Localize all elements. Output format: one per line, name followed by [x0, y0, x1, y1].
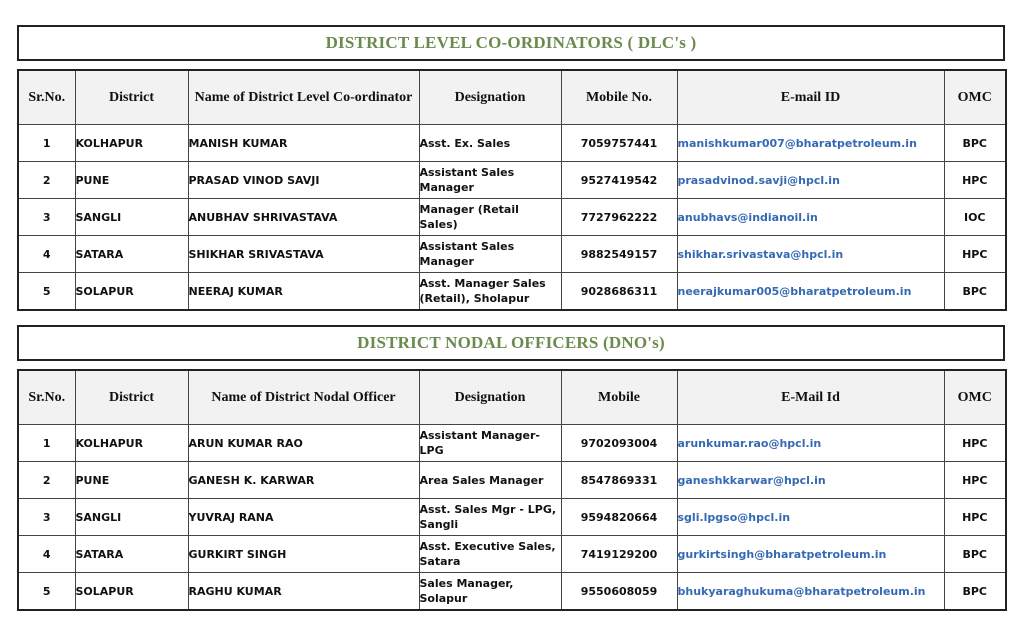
designation: Area Sales Manager: [419, 462, 561, 499]
table-row: [18, 199, 1006, 236]
sr-no: 3: [18, 199, 75, 236]
email-link[interactable]: gurkirtsingh@bharatpetroleum.in: [677, 547, 887, 561]
district: PUNE: [75, 162, 188, 199]
officer-name: YUVRAJ RANA: [188, 499, 419, 536]
officer-name: RAGHU KUMAR: [188, 573, 419, 611]
header-mobile: Mobile No.: [561, 70, 677, 125]
email-link[interactable]: anubhavs@indianoil.in: [677, 210, 818, 224]
email-link[interactable]: ganeshkkarwar@hpcl.in: [677, 473, 826, 487]
email-link[interactable]: prasadvinod.savji@hpcl.in: [677, 173, 840, 187]
district: SANGLI: [75, 499, 188, 536]
email-cell: [677, 199, 944, 236]
designation: Asst. Manager Sales (Retail), Sholapur: [419, 273, 561, 311]
mobile: 9702093004: [561, 425, 677, 462]
designation: Assistant Sales Manager: [419, 236, 561, 273]
table-row: [18, 462, 1006, 499]
district: SATARA: [75, 536, 188, 573]
omc: HPC: [944, 462, 1006, 499]
mobile: 9882549157: [561, 236, 677, 273]
sr-no: 2: [18, 162, 75, 199]
district: KOLHAPUR: [75, 425, 188, 462]
dlc-title: DISTRICT LEVEL CO-ORDINATORS ( DLC's ): [325, 33, 697, 52]
table-row: [18, 425, 1006, 462]
dno-table: [17, 369, 1007, 611]
dlc-title-box: [17, 25, 1005, 61]
mobile: 9550608059: [561, 573, 677, 611]
designation: Assistant Sales Manager: [419, 162, 561, 199]
omc: BPC: [944, 125, 1006, 162]
sr-no: 4: [18, 536, 75, 573]
dno-header-row: [18, 370, 1006, 425]
dlc-table: [17, 69, 1007, 311]
officer-name: MANISH KUMAR: [188, 125, 419, 162]
officer-name: PRASAD VINOD SAVJI: [188, 162, 419, 199]
district: PUNE: [75, 462, 188, 499]
header-mobile: Mobile: [561, 370, 677, 425]
table-row: [18, 573, 1006, 611]
sr-no: 1: [18, 125, 75, 162]
header-district: District: [75, 70, 188, 125]
officer-name: SHIKHAR SRIVASTAVA: [188, 236, 419, 273]
email-cell: [677, 125, 944, 162]
designation: Manager (Retail Sales): [419, 199, 561, 236]
district: SANGLI: [75, 199, 188, 236]
email-cell: [677, 536, 944, 573]
mobile: 9028686311: [561, 273, 677, 311]
email-cell: [677, 162, 944, 199]
header-omc: OMC: [944, 370, 1006, 425]
designation: Asst. Ex. Sales: [419, 125, 561, 162]
table-row: [18, 536, 1006, 573]
omc: HPC: [944, 236, 1006, 273]
sr-no: 5: [18, 573, 75, 611]
mobile: 7059757441: [561, 125, 677, 162]
officer-name: NEERAJ KUMAR: [188, 273, 419, 311]
header-sr-no: Sr.No.: [18, 70, 75, 125]
omc: HPC: [944, 499, 1006, 536]
mobile: 7419129200: [561, 536, 677, 573]
mobile: 9527419542: [561, 162, 677, 199]
omc: IOC: [944, 199, 1006, 236]
district: SATARA: [75, 236, 188, 273]
omc: HPC: [944, 425, 1006, 462]
header-name: Name of District Nodal Officer: [188, 370, 419, 425]
omc: BPC: [944, 273, 1006, 311]
table-row: [18, 273, 1006, 311]
email-link[interactable]: neerajkumar005@bharatpetroleum.in: [677, 284, 912, 298]
omc: BPC: [944, 536, 1006, 573]
email-link[interactable]: shikhar.srivastava@hpcl.in: [677, 247, 844, 261]
designation: Asst. Sales Mgr - LPG, Sangli: [419, 499, 561, 536]
header-sr-no: Sr.No.: [18, 370, 75, 425]
officer-name: ARUN KUMAR RAO: [188, 425, 419, 462]
email-link[interactable]: bhukyaraghukuma@bharatpetroleum.in: [677, 584, 926, 598]
table-row: [18, 499, 1006, 536]
officer-name: GURKIRT SINGH: [188, 536, 419, 573]
dlc-header-row: [18, 70, 1006, 125]
district: SOLAPUR: [75, 573, 188, 611]
sr-no: 2: [18, 462, 75, 499]
email-cell: [677, 462, 944, 499]
officer-name: GANESH K. KARWAR: [188, 462, 419, 499]
mobile: 8547869331: [561, 462, 677, 499]
sr-no: 4: [18, 236, 75, 273]
email-cell: [677, 425, 944, 462]
header-district: District: [75, 370, 188, 425]
email-cell: [677, 499, 944, 536]
header-email: E-Mail Id: [677, 370, 944, 425]
email-cell: [677, 236, 944, 273]
mobile: 9594820664: [561, 499, 677, 536]
omc: HPC: [944, 162, 1006, 199]
dno-title-box: [17, 325, 1005, 361]
designation: Asst. Executive Sales, Satara: [419, 536, 561, 573]
omc: BPC: [944, 573, 1006, 611]
email-link[interactable]: manishkumar007@bharatpetroleum.in: [677, 136, 917, 150]
header-email: E-mail ID: [677, 70, 944, 125]
district: SOLAPUR: [75, 273, 188, 311]
designation: Sales Manager, Solapur: [419, 573, 561, 611]
table-row: [18, 162, 1006, 199]
sr-no: 5: [18, 273, 75, 311]
email-link[interactable]: arunkumar.rao@hpcl.in: [677, 436, 822, 450]
email-link[interactable]: sgli.lpgso@hpcl.in: [677, 510, 791, 524]
sr-no: 3: [18, 499, 75, 536]
table-row: [18, 236, 1006, 273]
sr-no: 1: [18, 425, 75, 462]
header-name: Name of District Level Co-ordinator: [188, 70, 419, 125]
header-designation: Designation: [419, 70, 561, 125]
dno-title: DISTRICT NODAL OFFICERS (DNO's): [357, 333, 665, 352]
officer-name: ANUBHAV SHRIVASTAVA: [188, 199, 419, 236]
district: KOLHAPUR: [75, 125, 188, 162]
header-omc: OMC: [944, 70, 1006, 125]
table-row: [18, 125, 1006, 162]
email-cell: [677, 573, 944, 611]
mobile: 7727962222: [561, 199, 677, 236]
header-designation: Designation: [419, 370, 561, 425]
designation: Assistant Manager-LPG: [419, 425, 561, 462]
email-cell: [677, 273, 944, 311]
